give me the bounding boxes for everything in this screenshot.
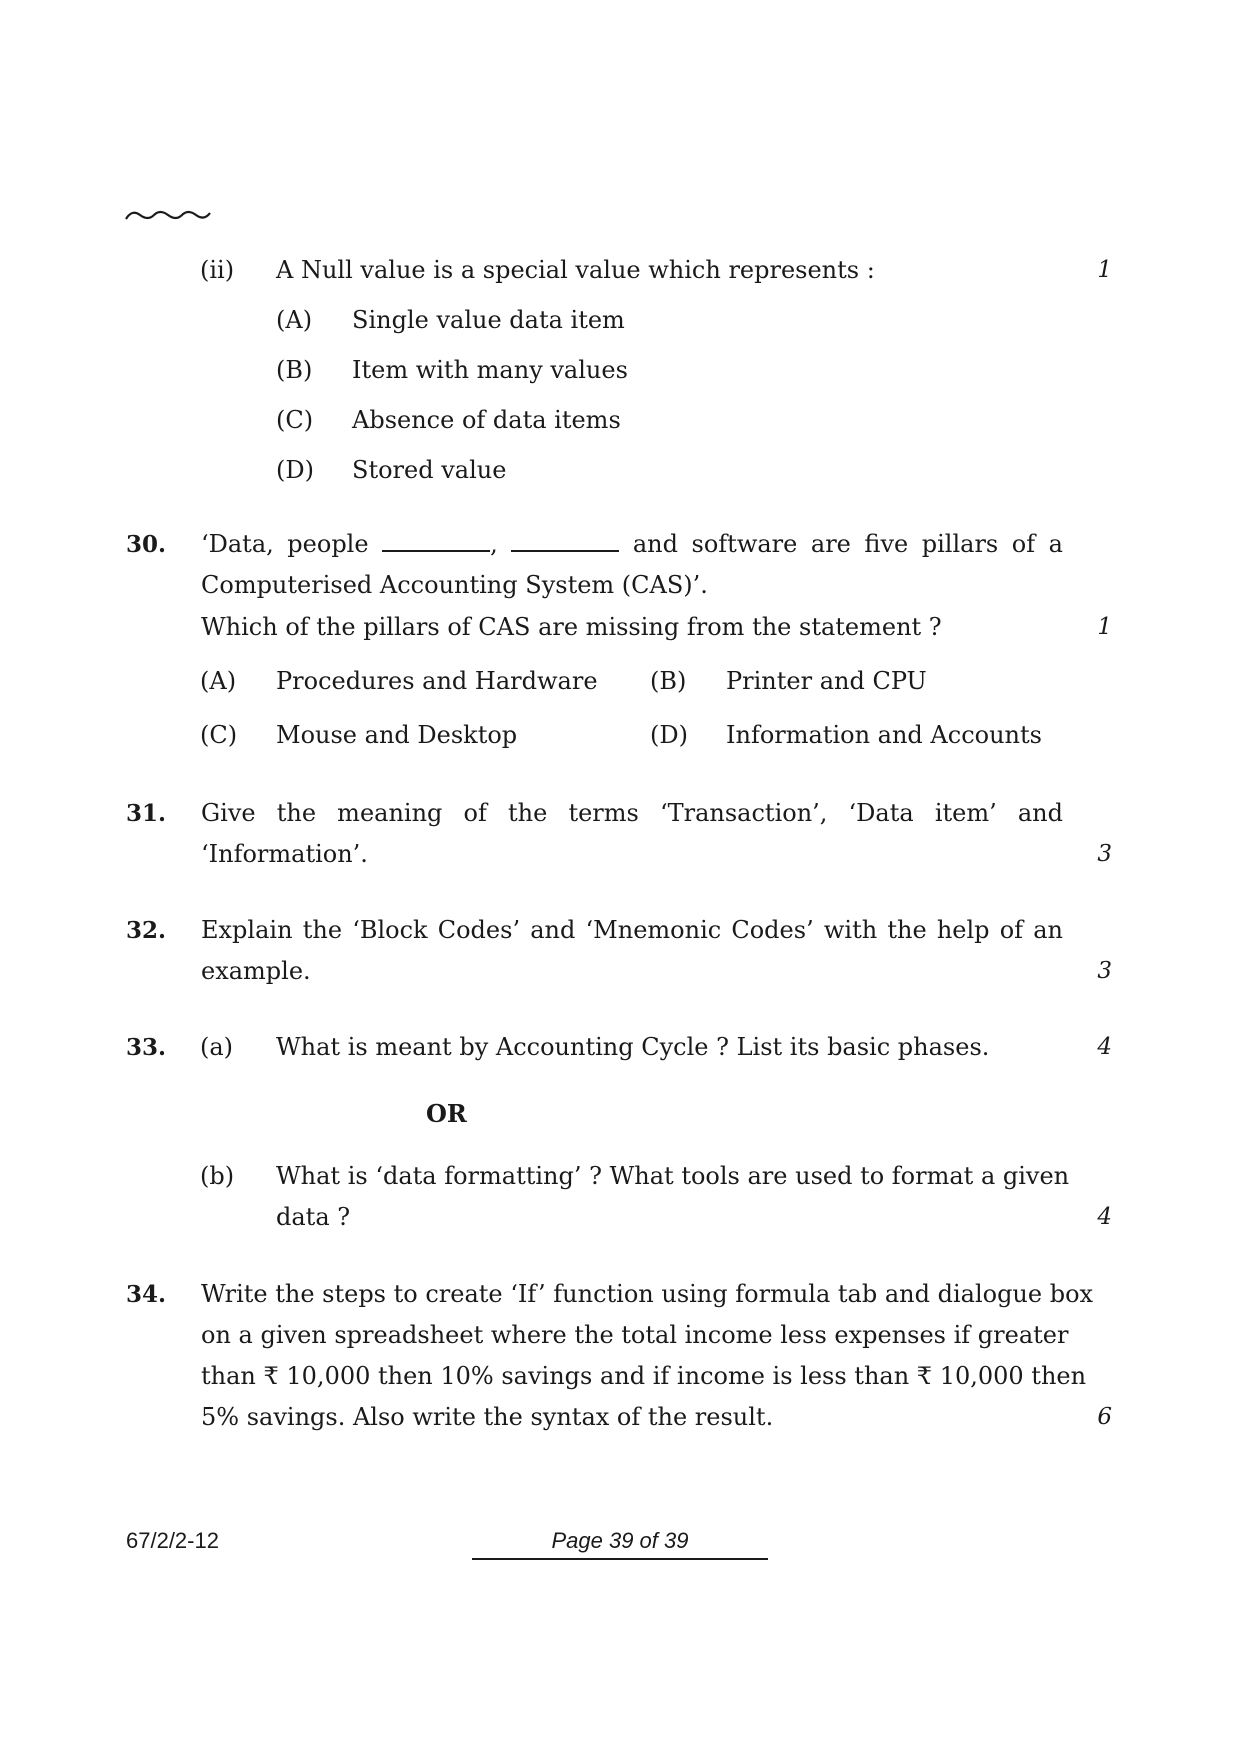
q33-number: 33. <box>126 1034 167 1061</box>
q29ii-marks: 1 <box>1097 257 1112 283</box>
q30-option-c-label: (C) <box>200 721 238 749</box>
q32-line2: example. <box>201 957 311 985</box>
q33-a-text: What is meant by Accounting Cycle ? List its basic phases. <box>276 1033 990 1061</box>
q29ii-option-a-text: Single value data item <box>352 306 625 334</box>
q33-b-marks: 4 <box>1097 1204 1112 1230</box>
q30-blank-2 <box>511 530 619 552</box>
q33-a-marks: 4 <box>1097 1034 1112 1060</box>
q30-option-c-text: Mouse and Desktop <box>276 721 518 749</box>
q30-line3: Which of the pillars of CAS are missing from the statement ? <box>201 613 942 641</box>
q34-line3: than ₹ 10,000 then 10% savings and if income is less than ₹ 10,000 then <box>201 1362 1087 1390</box>
q32-marks: 3 <box>1097 958 1112 984</box>
q33-b-line2: data ? <box>276 1203 351 1231</box>
q30-line2: Computerised Accounting System (CAS)’. <box>201 571 708 599</box>
q30-option-a-text: Procedures and Hardware <box>276 667 598 695</box>
q31-line2: ‘Information’. <box>201 840 368 868</box>
q33-or: OR <box>426 1099 467 1128</box>
q32-number: 32. <box>126 917 167 944</box>
q29ii-label: (ii) <box>200 256 235 284</box>
q29ii-option-d-label: (D) <box>276 456 314 484</box>
q34-marks: 6 <box>1097 1404 1112 1430</box>
q30-marks: 1 <box>1097 614 1112 640</box>
q32-line1: Explain the ‘Block Codes’ and ‘Mnemonic Codes’ with the help of an <box>201 916 1063 944</box>
q33-b-label: (b) <box>200 1162 235 1190</box>
q30-number: 30. <box>126 531 167 558</box>
q30-option-d-text: Information and Accounts <box>726 721 1042 749</box>
q29ii-option-b-text: Item with many values <box>352 356 628 384</box>
q30-option-b-text: Printer and CPU <box>726 667 927 695</box>
squiggle-icon <box>124 205 214 225</box>
q29ii-option-c-text: Absence of data items <box>352 406 621 434</box>
q30-line1 <box>201 524 1063 565</box>
q30-line1-comma: , <box>490 530 498 558</box>
q30-option-d-label: (D) <box>650 721 688 749</box>
q34-line2: on a given spreadsheet where the total income less expenses if greater <box>201 1321 1069 1349</box>
q31-number: 31. <box>126 800 167 827</box>
q29ii-option-b-label: (B) <box>276 356 313 384</box>
q29ii-text: A Null value is a special value which represents : <box>276 256 875 284</box>
q30-option-b-label: (B) <box>650 667 687 695</box>
page-number: Page 39 of 39 <box>472 1528 768 1560</box>
q29ii-option-a-label: (A) <box>276 306 313 334</box>
q34-line4: 5% savings. Also write the syntax of the result. <box>201 1403 774 1431</box>
q29ii-option-d-text: Stored value <box>352 456 507 484</box>
q30-line1-part1: ‘Data, people <box>201 530 369 558</box>
q29ii-option-c-label: (C) <box>276 406 314 434</box>
q30-blank-1 <box>382 530 490 552</box>
q30-line1-part2: and software are five pillars of a <box>632 530 1063 558</box>
q34-number: 34. <box>126 1281 167 1308</box>
q30-option-a-label: (A) <box>200 667 237 695</box>
q31-line1: Give the meaning of the terms ‘Transaction’, ‘Data item’ and <box>201 799 1063 827</box>
q31-marks: 3 <box>1097 841 1112 867</box>
paper-code: 67/2/2-12 <box>126 1528 219 1553</box>
q33-b-line1: What is ‘data formatting’ ? What tools are used to format a given <box>276 1162 1070 1190</box>
q33-a-label: (a) <box>200 1033 234 1061</box>
q34-line1: Write the steps to create ‘If’ function using formula tab and dialogue box <box>201 1280 1094 1308</box>
